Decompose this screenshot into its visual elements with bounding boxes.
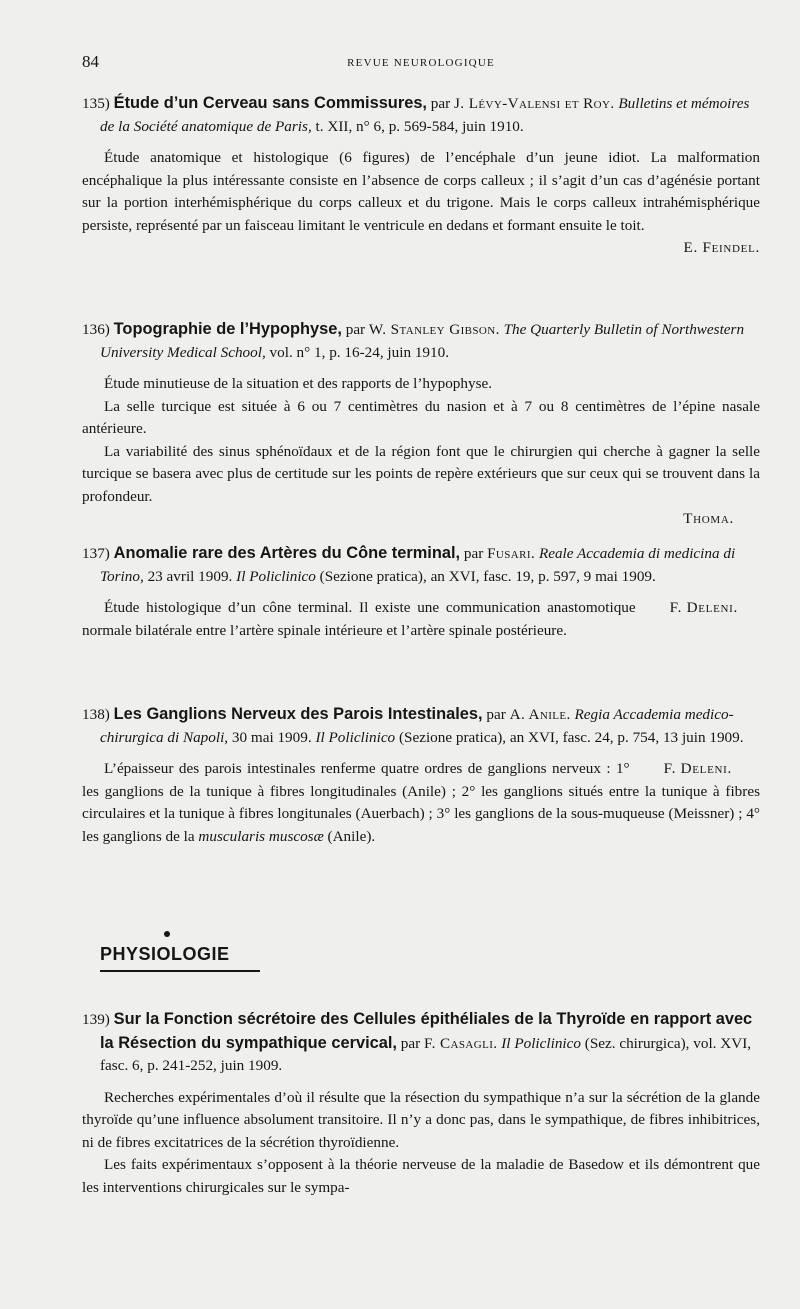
section-bullet bbox=[164, 931, 170, 937]
entry-body-text: L’épaisseur des parois intestinales renferme quatre ordres de ganglions nerveux : 1° les ganglions de la tunique à fibres longitudinales (Anile) ; 2° les ganglions situés entre la tunique à fibres circulaires et la tunique à fibres longitunales (Auerbach) ; 3° les ganglions de la sous-muqueuse (Meissner) ; 4° les ganglions de la bbox=[82, 760, 760, 845]
entry-signature: Thoma. bbox=[683, 510, 734, 527]
entry-heading bbox=[82, 1008, 760, 1078]
entry-by: par bbox=[486, 706, 506, 723]
entry-details-secondary: (Sezione pratica), an XVI, fasc. 19, p. 597, 9 mai 1909. bbox=[319, 567, 656, 585]
entry-source: Bulletins et mémoires de la Société anatomique de Paris, bbox=[100, 95, 750, 135]
entry-body-emphasis: muscularis muscosæ bbox=[198, 827, 324, 845]
running-title: REVUE NEUROLOGIQUE bbox=[347, 57, 495, 69]
entry-title: Topographie de l’Hypophyse, bbox=[113, 320, 342, 338]
entry-source: Regia Accademia medico-chirurgica di Napoli, bbox=[100, 706, 734, 746]
entry-by: par bbox=[430, 95, 451, 112]
abstract-entry-137 bbox=[82, 542, 760, 642]
abstract-entry-136 bbox=[82, 318, 760, 531]
entry-authors: A. Anile. bbox=[509, 706, 571, 723]
entry-authors: F. Casagli. bbox=[423, 1034, 498, 1052]
entry-source: Il Policlinico bbox=[501, 1034, 581, 1052]
entry-body-paragraph bbox=[82, 597, 760, 642]
entry-by: par bbox=[463, 545, 484, 562]
abstract-entry-135 bbox=[82, 92, 760, 260]
entry-details: (Sez. chirurgica), vol. XVI, fasc. 6, p. 241-252, juin 1909. bbox=[100, 1034, 752, 1074]
entry-details: 30 mai 1909. bbox=[231, 728, 312, 746]
abstract-entry-138 bbox=[82, 703, 760, 848]
entry-title: Les Ganglions Nerveux des Parois Intestinales, bbox=[113, 705, 483, 723]
entry-body-paragraph: Recherches expérimentales d’où il résulte que la résection du sympathique n’a sur la sécrétion de la glande thyroïde qu’une influence absolument transitoire. Il n’y a donc pas, dans le sympathique, de fibres inhibitrices, ni de fibres excitatrices de la sécrétion thyroïdienne. bbox=[82, 1088, 760, 1151]
entry-body-paragraph: Étude minutieuse de la situation et des rapports de l’hypophyse. bbox=[104, 375, 493, 392]
entry-signature: E. Feindel. bbox=[683, 239, 760, 256]
entry-authors: W. Stanley Gibson. bbox=[368, 321, 500, 338]
entry-body-text-end: (Anile). bbox=[327, 827, 376, 845]
entry-body-paragraph: Étude anatomique et histologique (6 figures) de l’encéphale d’un jeune idiot. La malformation encéphalique la plus intéressante consiste en l’absence de corps calleux ; il s’agit d’un cas d’agénésie portant sur la portion interhémisphérique du corps calleux et du trigone. Mais le corps calleux intrahémisphérique persiste, représenté par un faisceau limitant le ventricule en dedans et formant ensuite le toit. bbox=[82, 149, 760, 234]
entry-body-paragraph: La selle turcique est située à 6 ou 7 centimètres du nasion et à 7 ou 8 centimètres de l’épine nasale antérieure. bbox=[82, 397, 760, 437]
entry-details: t. XII, n° 6, p. 569-584, juin 1910. bbox=[315, 117, 524, 135]
entry-details: 23 avril 1909. bbox=[147, 567, 233, 585]
entry-by: par bbox=[400, 1034, 421, 1052]
entry-number: 135) bbox=[82, 95, 110, 112]
entry-heading bbox=[82, 542, 760, 588]
abstract-entry-139 bbox=[82, 1008, 760, 1199]
page-header bbox=[82, 52, 760, 74]
entry-authors: J. Lévy-Valensi et Roy. bbox=[453, 95, 615, 112]
entry-number: 136) bbox=[82, 321, 110, 338]
page-number: 84 bbox=[82, 52, 99, 71]
entry-heading bbox=[82, 92, 760, 138]
section-underline bbox=[100, 970, 260, 972]
entry-body-paragraph: La variabilité des sinus sphénoïdaux et de la région font que le chirurgien qui cherche à gagner la selle turcique se basera avec plus de certitude sur les points de repère extérieurs que sur ceux qui se trouvent dans la profondeur. bbox=[82, 442, 760, 505]
entry-title: Étude d’un Cerveau sans Commissures, bbox=[113, 94, 427, 112]
entry-source-secondary: Il Policlinico bbox=[315, 728, 396, 746]
entry-heading bbox=[82, 703, 760, 749]
entry-signature: F. Deleni. bbox=[669, 599, 738, 616]
entry-body-paragraph bbox=[82, 758, 760, 848]
entry-source: Reale Accademia di medicina di Torino, bbox=[100, 545, 736, 585]
entry-heading bbox=[82, 318, 760, 364]
entry-details: vol. n° 1, p. 16-24, juin 1910. bbox=[269, 343, 450, 361]
entry-body-text: Étude histologique d’un cône terminal. Il existe une communication anastomotique normale bilatérale entre l’artère spinale intérieure et l’artère spinale postérieure. bbox=[82, 599, 636, 639]
entry-title: Anomalie rare des Artères du Cône terminal, bbox=[113, 544, 461, 562]
entry-authors: Fusari. bbox=[487, 545, 536, 562]
entry-source: The Quarterly Bulletin of Northwestern University Medical School, bbox=[100, 321, 745, 361]
entry-signature: F. Deleni. bbox=[663, 760, 732, 777]
entry-details-secondary: (Sezione pratica), an XVI, fasc. 24, p. 754, 13 juin 1909. bbox=[398, 728, 744, 746]
entry-number: 139) bbox=[82, 1011, 110, 1028]
entry-body-paragraph: Les faits expérimentaux s’opposent à la théorie nerveuse de la maladie de Basedow et ils démontrent que les interventions chirurgicales sur le sympa- bbox=[82, 1156, 760, 1196]
section-title: PHYSIOLOGIE bbox=[100, 944, 230, 964]
entry-title: Sur la Fonction sécrétoire des Cellules épithéliales de la Thyroïde en rapport avec la Résection du sympathique cervical, bbox=[100, 1010, 753, 1052]
entry-number: 137) bbox=[82, 545, 110, 562]
entry-number: 138) bbox=[82, 706, 110, 723]
entry-by: par bbox=[345, 321, 366, 338]
entry-source-secondary: Il Policlinico bbox=[236, 567, 316, 585]
